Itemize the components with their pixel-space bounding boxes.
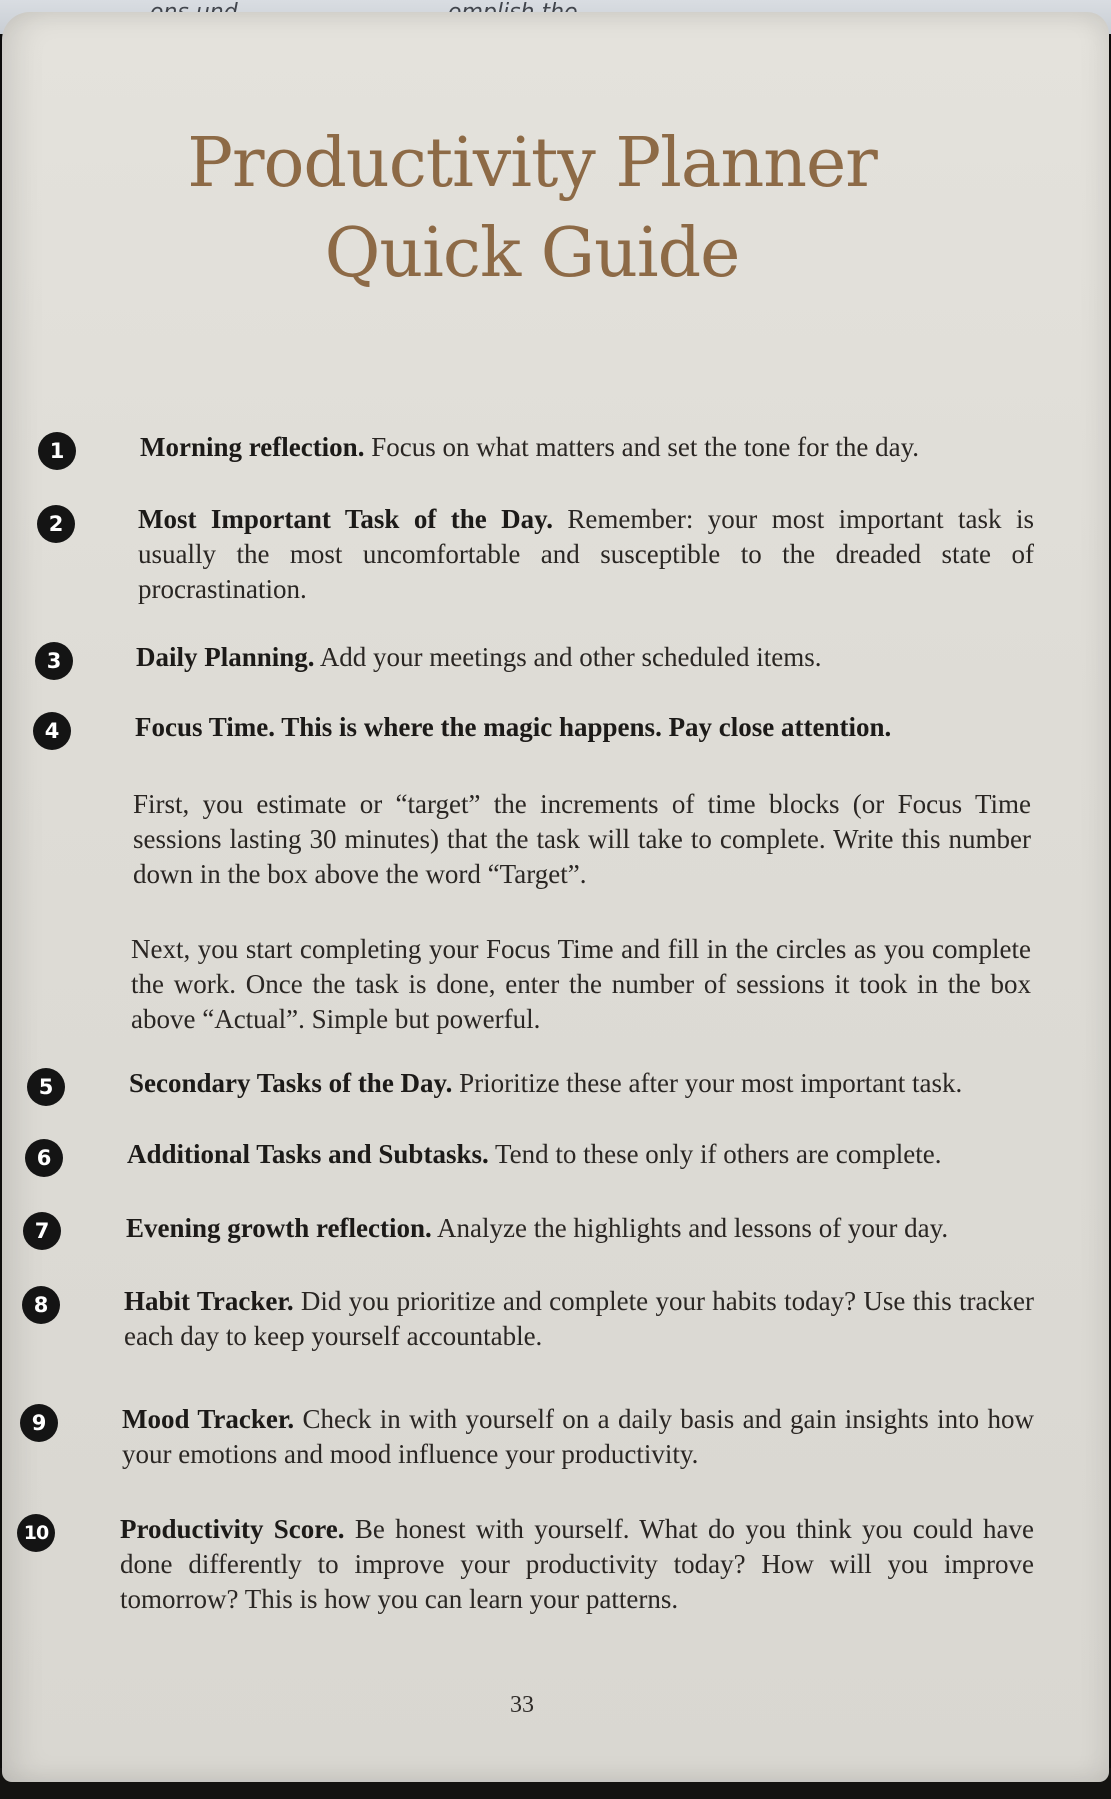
item-text: Did you prioritize and complete your habits today? Use this tracker each day to keep yourself accountable.	[124, 1286, 1034, 1351]
item-number-badge: 6	[25, 1139, 63, 1177]
guide-item-additional-tasks	[127, 1137, 1033, 1172]
page-title-line-1: Productivity Planner	[187, 124, 877, 203]
item-text: Focus on what matters and set the tone for the day.	[371, 432, 920, 462]
item-text: Add your meetings and other scheduled items.	[319, 642, 822, 672]
item-heading: Additional Tasks and Subtasks.	[127, 1139, 489, 1169]
item-heading: Morning reflection.	[140, 432, 365, 462]
guide-item-daily-planning	[136, 640, 1032, 675]
item-heading: Most Important Task of the Day.	[138, 504, 553, 534]
guide-item-focus-time	[135, 710, 1031, 745]
item-number-badge: 9	[20, 1404, 58, 1442]
guide-item-productivity-score	[120, 1512, 1034, 1617]
page-title-line-2: Quick Guide	[324, 214, 740, 293]
book-page	[2, 12, 1109, 1782]
item-number-badge: 7	[23, 1212, 61, 1250]
item-text: Be honest with yourself. What do you think you could have done differently to improve your productivity today? How will you improve tomorrow? This is how you can learn your patterns.	[120, 1514, 1035, 1614]
item-number-badge: 8	[22, 1286, 60, 1324]
page-number: 33	[510, 1692, 534, 1718]
guide-item-most-important-task	[138, 502, 1034, 607]
item-text: Analyze the highlights and lessons of your day.	[437, 1213, 949, 1243]
guide-item-morning-reflection	[140, 430, 1010, 465]
item-text: Tend to these only if others are complete.	[494, 1139, 942, 1169]
item-heading: Habit Tracker.	[124, 1286, 294, 1316]
item-number-badge: 10	[17, 1514, 55, 1552]
item-number-badge: 4	[33, 712, 71, 750]
guide-item-mood-tracker	[122, 1402, 1034, 1472]
guide-item-secondary-tasks	[129, 1066, 1033, 1101]
guide-item-habit-tracker	[124, 1284, 1034, 1354]
item-heading: Productivity Score.	[120, 1514, 345, 1544]
focus-time-paragraph: Next, you start completing your Focus Time and fill in the circles as you complete the work. Once the task is done, enter the number of sessions it took in the box above “Actual”. Simple but powerful.	[131, 934, 1031, 1034]
item-number-badge: 3	[35, 642, 73, 680]
item-heading: Focus Time. This is where the magic happens. Pay close attention.	[135, 712, 892, 742]
guide-item-evening-reflection	[126, 1211, 1032, 1246]
item-text: Check in with yourself on a daily basis and gain insights into how your emotions and mood influence your productivity.	[122, 1404, 1035, 1469]
item-heading: Secondary Tasks of the Day.	[129, 1068, 453, 1098]
item-text: Prioritize these after your most important task.	[459, 1068, 963, 1098]
item-number-badge: 5	[27, 1068, 65, 1106]
item-number-badge: 1	[38, 432, 76, 470]
item-text: Remember: your most important task is usually the most uncomfortable and susceptible to the dreaded state of procrastination.	[138, 504, 1034, 604]
item-heading: Daily Planning.	[136, 642, 315, 672]
item-heading: Evening growth reflection.	[126, 1213, 432, 1243]
item-number-badge: 2	[37, 505, 75, 543]
focus-time-paragraph: First, you estimate or “target” the increments of time blocks (or Focus Time sessions lasting 30 minutes) that the task will take to complete. Write this number down in the box above the word “Target”.	[133, 789, 1031, 889]
item-heading: Mood Tracker.	[122, 1404, 295, 1434]
